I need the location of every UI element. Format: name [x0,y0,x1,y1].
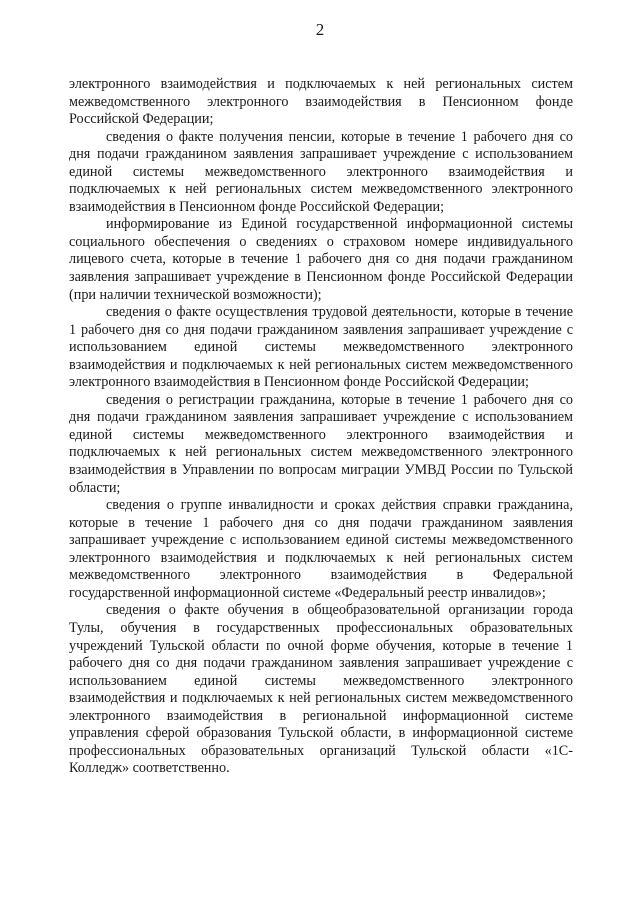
paragraph-pension-fact: сведения о факте получения пенсии, которые в течение 1 рабочего дня со дня подачи гражданином заявления запрашивает учреждение с использованием единой системы межведомственного электронного взаимодействия и подключаемых к ней региональных систем межведомственного электронного взаимодействия в Пенсионном фонде Российской Федерации; [69,128,573,215]
paragraph-employment-fact: сведения о факте осуществления трудовой деятельности, которые в течение 1 рабочего дня со дня подачи гражданином заявления запрашивает учреждение с использованием единой системы межведомственного электронного взаимодействия и подключаемых к ней региональных систем межведомственного электронного взаимодействия в Пенсионном фонде Российской Федерации; [69,304,573,391]
page-number: 2 [315,20,325,39]
document-body [69,76,573,778]
paragraph-registration: сведения о регистрации гражданина, которые в течение 1 рабочего дня со дня подачи гражданином заявления запрашивает учреждение с использованием единой системы межведомственного электронного взаимодействия и подключаемых к ней региональных систем межведомственного электронного взаимодействия в Управлении по вопросам миграции УМВД России по Тульской области; [69,391,573,496]
paragraph-continuation: электронного взаимодействия и подключаемых к ней региональных систем межведомственного электронного взаимодействия в Пенсионном фонде Российской Федерации; [69,76,573,128]
paragraph-education-fact: сведения о факте обучения в общеобразовательной организации города Тулы, обучения в государственных профессиональных образовательных учреждений Тульской области по очной форме обучения, которые в течение 1 рабочего дня со дня подачи гражданином заявления запрашивает учреждение с использованием единой системы межведомственного электронного взаимодействия и подключаемых к ней региональных систем межведомственного электронного взаимодействия в региональной информационной системе управления сферой образования Тульской области, в информационной системе профессиональных образовательных организаций Тульской области «1С-Колледж» соответственно. [69,602,573,777]
paragraph-disability: сведения о группе инвалидности и сроках действия справки гражданина, которые в течение 1 рабочего дня со дня подачи гражданином заявления запрашивает учреждение с использованием единой системы межведомственного электронного взаимодействия и подключаемых к ней региональных систем межведомственного электронного взаимодействия в Федеральной государственной информационной системе «Федеральный реестр инвалидов»; [69,497,573,601]
paragraph-snils-info: информирование из Единой государственной информационной системы социального обеспечения о сведениях о страховом номере индивидуального лицевого счета, которые в течение 1 рабочего дня со дня подачи гражданином заявления запрашивает учреждение в Пенсионном фонде Российской Федерации (при наличии технической возможности); [69,216,573,303]
